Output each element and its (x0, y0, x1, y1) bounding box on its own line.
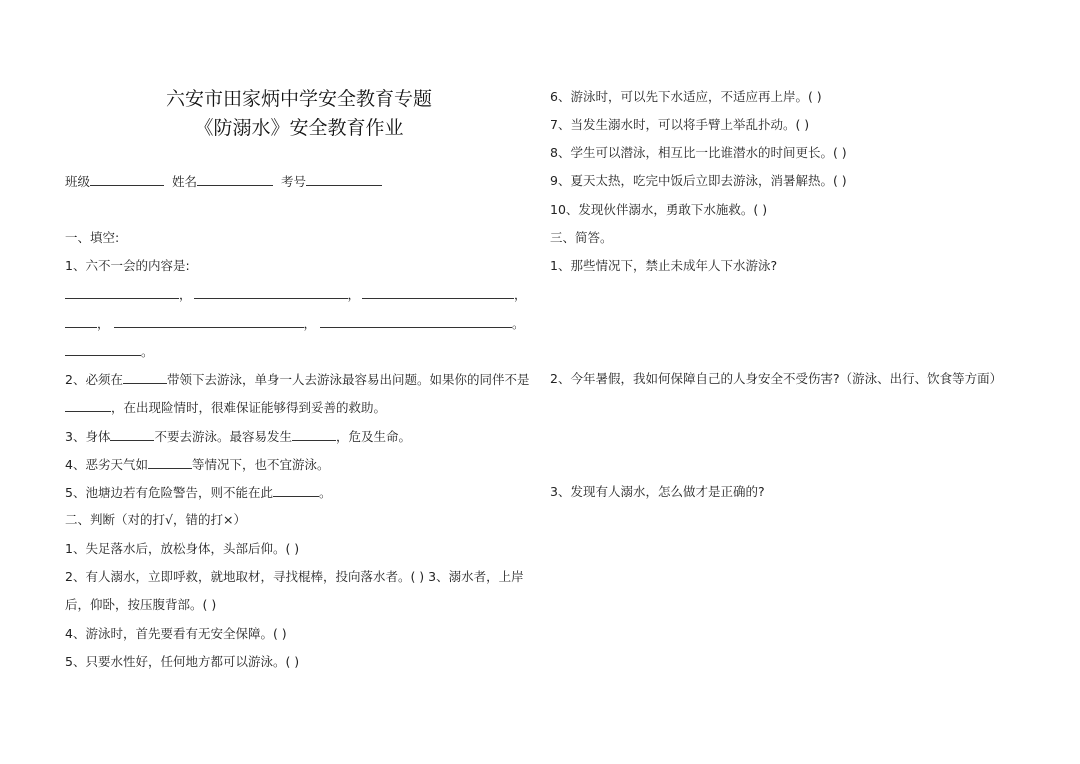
answer-blank[interactable] (65, 343, 141, 356)
judgment-heading: 二、判断（对的打√，错的打×） (65, 512, 246, 527)
page-title: 六安市田家炳中学安全教育专题 (165, 88, 432, 110)
comma: ， (347, 287, 361, 302)
short-answer-q3: 3、发现有人溺水，怎么做才是正确的? (550, 484, 765, 499)
answer-blank[interactable] (65, 399, 111, 412)
answer-blank[interactable] (65, 286, 179, 299)
answer-blank[interactable] (114, 315, 304, 328)
judgment-q9: 9、夏天太热，吃完中饭后立即去游泳，消暑解热。( ) (550, 173, 847, 188)
answer-blank[interactable] (110, 428, 154, 441)
judgment-q2-cont: 后，仰卧，按压腹背部。( ) (65, 597, 217, 612)
comma: ， (514, 287, 527, 302)
judgment-q5: 5、只要水性好，任何地方都可以游泳。( ) (65, 654, 300, 669)
judgment-q7: 7、当发生溺水时，可以将手臂上举乱扑动。( ) (550, 117, 810, 132)
answer-blank[interactable] (194, 286, 348, 299)
fill-in-q2-cont: ，在出现险情时，很难保证能够得到妥善的救助。 (65, 399, 386, 416)
name-blank[interactable] (197, 173, 273, 186)
comma: ， (303, 316, 317, 331)
fill-in-q1-blanks-row3 (65, 343, 154, 360)
answer-blank[interactable] (320, 315, 512, 328)
judgment-q1: 1、失足落水后，放松身体，头部后仰。( ) (65, 541, 300, 556)
judgment-q8: 8、学生可以潜泳，相互比一比谁潜水的时间更长。( ) (550, 145, 847, 160)
fill-in-q3: 3、身体 不要去游泳。最容易发生 ，危及生命。 (65, 429, 411, 444)
fill-in-q4: 4、恶劣天气如 等情况下，也不宜游泳。 (65, 457, 330, 472)
short-answer-heading: 三、简答。 (550, 230, 613, 245)
fill-in-q1-blanks-row1 (65, 286, 527, 303)
judgment-q10: 10、发现伙伴溺水，勇敢下水施救。( ) (550, 202, 768, 217)
class-blank[interactable] (90, 173, 164, 186)
student-info (65, 173, 382, 190)
judgment-q2: 2、有人溺水，立即呼救，就地取材，寻找棍棒，投向落水者。( ) 3、溺水者，上岸 (65, 569, 524, 584)
judgment-q6: 6、游泳时，可以先下水适应，不适应再上岸。( ) (550, 89, 822, 104)
short-answer-q1: 1、那些情况下，禁止未成年人下水游泳? (550, 258, 778, 273)
answer-blank[interactable] (273, 484, 319, 497)
answer-blank[interactable] (65, 315, 97, 328)
fill-in-q5: 5、池塘边若有危险警告，则不能在此 。 (65, 485, 332, 500)
fill-in-q1: 1、六不一会的内容是: (65, 258, 190, 273)
answer-blank[interactable] (292, 428, 336, 441)
fill-in-heading: 一、填空: (65, 230, 120, 245)
answer-blank[interactable] (123, 371, 167, 384)
answer-blank[interactable] (148, 456, 192, 469)
fill-in-q2: 2、必须在 带领下去游泳，单身一人去游泳最容易出问题。如果你的同伴不是 (65, 372, 530, 387)
period: 。 (512, 316, 525, 331)
comma: ， (97, 316, 110, 331)
judgment-q4: 4、游泳时，首先要看有无安全保障。( ) (65, 626, 287, 641)
answer-blank[interactable] (362, 286, 514, 299)
class-label: 班级 (65, 174, 91, 189)
comma: ， (179, 287, 192, 302)
period: 。 (141, 344, 154, 359)
page-subtitle: 《防溺水》安全教育作业 (194, 117, 404, 139)
number-label: 考号 (281, 174, 307, 189)
short-answer-q2: 2、今年暑假，我如何保障自己的人身安全不受伤害?（游泳、出行、饮食等方面） (550, 371, 1003, 386)
number-blank[interactable] (306, 173, 382, 186)
fill-in-q1-blanks-row2 (65, 315, 525, 332)
name-label: 姓名 (172, 174, 198, 189)
